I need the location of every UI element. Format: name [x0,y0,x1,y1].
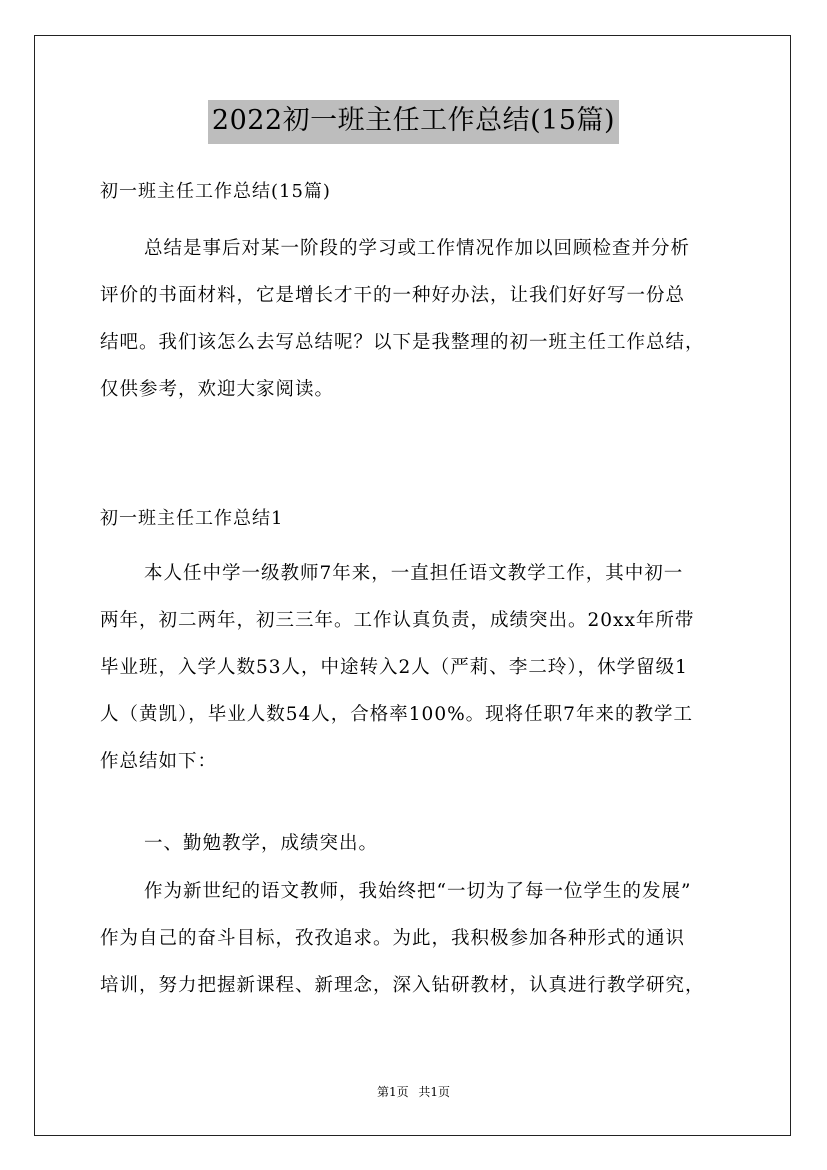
text-line: 总结是事后对某一阶段的学习或工作情况作加以回顾检查并分析 [144,238,691,259]
document-title: 2022初一班主任工作总结(15篇) [208,100,619,144]
text-line: 毕业班，入学人数53人，中途转入2人（严莉、李二玲），休学留级1 [100,657,688,678]
text-line: 作为新世纪的语文教师，我始终把“一切为了每一位学生的发展” [144,881,692,902]
page-number-total: 共1页 [418,1085,451,1099]
intro-paragraph [100,225,730,413]
text-line: 作总结如下： [100,751,218,772]
text-line: 培训，努力把握新课程、新理念，深入钻研教材，认真进行教学研究， [100,975,705,996]
title-container [0,100,827,144]
text-line: 结吧。我们该怎么去写总结呢？以下是我整理的初一班主任工作总结， [100,332,705,353]
section-1-paragraph [100,550,730,785]
page-number-current: 第1页 [376,1085,409,1099]
text-line: 评价的书面材料，它是增长才干的一种好办法，让我们好好写一份总 [100,285,686,306]
point-1-paragraph [100,868,730,1009]
text-line: 本人任中学一级教师7年来，一直担任语文教学工作，其中初一 [144,563,684,584]
point-1-heading-block [100,820,730,867]
text-line: 仅供参考，欢迎大家阅读。 [100,379,335,400]
page-footer [0,1084,827,1100]
point-1-heading: 一、勤勉教学，成绩突出。 [144,833,379,854]
text-line: 作为自己的奋斗目标，孜孜追求。为此，我积极参加各种形式的通识 [100,928,686,949]
document-subtitle: 初一班主任工作总结(15篇) [100,181,331,202]
section-1-heading: 初一班主任工作总结1 [100,508,284,529]
text-line: 人（黄凯），毕业人数54人，合格率100%。现将任职7年来的教学工 [100,704,693,725]
text-line: 两年，初二两年，初三三年。工作认真负责，成绩突出。20xx年所带 [100,610,695,631]
